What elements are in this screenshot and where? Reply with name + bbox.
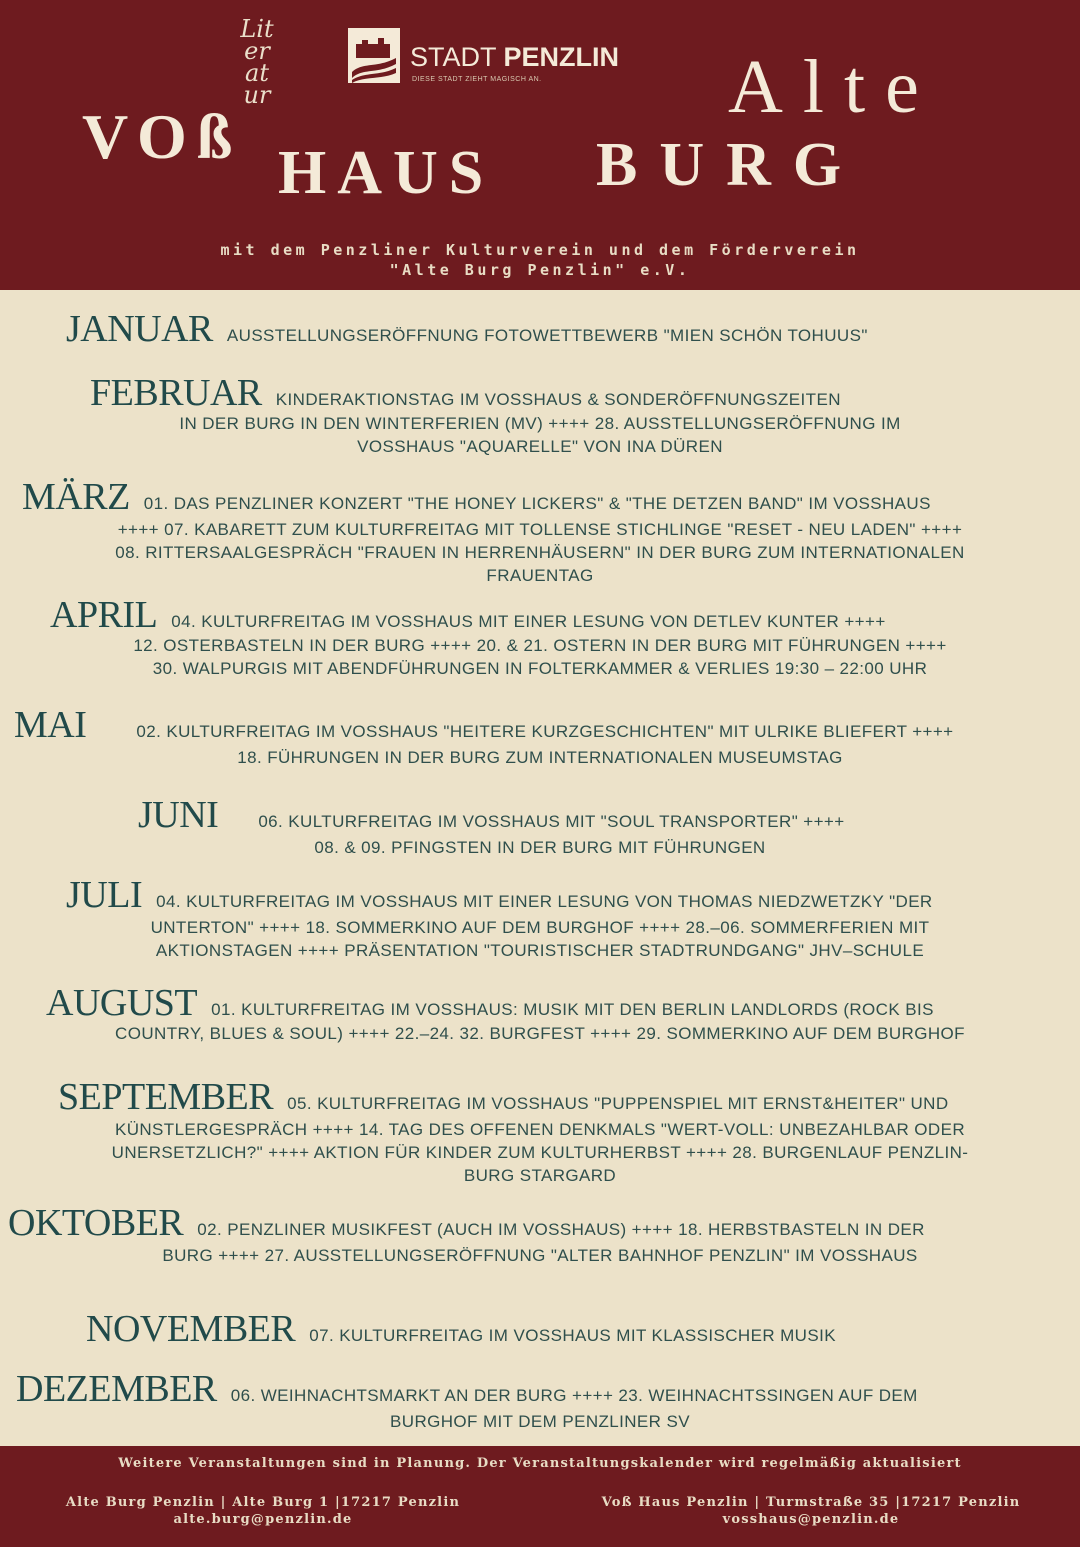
event-text: ++++ 07. KABARETT ZUM KULTURFREITAG MIT TOLLENSE STICHLINGE "RESET - NEU LADEN" ++++ [117, 520, 963, 539]
month-label: SEPTEMBER [58, 1076, 274, 1118]
address-voss-haus: Voß Haus Penzlin | Turmstraße 35 |17217 Penzlin vosshaus@penzlin.de [576, 1494, 1046, 1528]
footer [0, 1446, 1080, 1547]
event-text: 04. KULTURFREITAG IM VOSSHAUS MIT EINER LESUNG VON THOMAS NIEDZWETZKY "DER [156, 892, 933, 911]
month-label: JULI [66, 874, 143, 916]
month-label: MAI [14, 704, 87, 746]
month-label: JANUAR [66, 308, 213, 350]
event-text: VOSSHAUS "AQUARELLE" VON INA DÜREN [357, 437, 723, 456]
event-text: 02. PENZLINER MUSIKFEST (AUCH IM VOSSHAUS) ++++ 18. HERBSTBASTELN IN DER [197, 1220, 925, 1239]
event-text: 06. WEIHNACHTSMARKT AN DER BURG ++++ 23. WEIHNACHTSSINGEN AUF DEM [230, 1386, 918, 1405]
event-text: 01. DAS PENZLINER KONZERT "THE HONEY LICKERS" & "THE DETZEN BAND" IM VOSSHAUS [143, 494, 931, 513]
event-text: BURG ++++ 27. AUSSTELLUNGSERÖFFNUNG "ALTER BAHNHOF PENZLIN" IM VOSSHAUS [162, 1246, 918, 1265]
event-text: AUSSTELLUNGSERÖFFNUNG FOTOWETTBEWERB "MIEN SCHÖN TOHUUS" [226, 326, 868, 345]
email-alte-burg[interactable]: alte.burg@penzlin.de [173, 1512, 353, 1527]
event-text: UNERSETZLICH?" ++++ AKTION FÜR KINDER ZUM KULTURHERBST ++++ 28. BURGENLAUF PENZLIN- [111, 1143, 969, 1162]
event-text: UNTERTON" ++++ 18. SOMMERKINO AUF DEM BURGHOF ++++ 28.–06. SOMMERFERIEN MIT [150, 918, 930, 937]
month-label: NOVEMBER [86, 1308, 296, 1350]
event-text: COUNTRY, BLUES & SOUL) ++++ 22.–24. 32. BURGFEST ++++ 29. SOMMERKINO AUF DEM BURGHOF [115, 1024, 965, 1043]
title-literatur: Literatur [240, 15, 274, 109]
event-text: 05. KULTURFREITAG IM VOSSHAUS "PUPPENSPIEL MIT ERNST&HEITER" UND [287, 1094, 949, 1113]
email-vosshaus[interactable]: vosshaus@penzlin.de [722, 1512, 900, 1527]
title-voss: VOß [82, 101, 243, 172]
event-text: 06. KULTURFREITAG IM VOSSHAUS MIT "SOUL TRANSPORTER" ++++ [258, 812, 845, 831]
event-text: 02. KULTURFREITAG IM VOSSHAUS "HEITERE KURZGESCHICHTEN" MIT ULRIKE BLIEFERT ++++ [136, 722, 954, 741]
month-label: FEBRUAR [90, 372, 262, 414]
header-banner [0, 0, 1080, 290]
month-label: DEZEMBER [16, 1368, 217, 1410]
event-text: KINDERAKTIONSTAG IM VOSSHAUS & SONDERÖFFNUNGSZEITEN [275, 390, 841, 409]
event-text: BURGHOF MIT DEM PENZLINER SV [390, 1412, 690, 1431]
month-label: OKTOBER [8, 1202, 184, 1244]
event-text: KÜNSTLERGESPRÄCH ++++ 14. TAG DES OFFENEN DENKMALS "WERT-VOLL: UNBEZAHLBAR ODER [114, 1120, 966, 1139]
castle-logo-icon [348, 28, 400, 83]
event-text: IN DER BURG IN DEN WINTERFERIEN (MV) ++++ 28. AUSSTELLUNGSERÖFFNUNG IM [179, 414, 901, 433]
event-text: 08. & 09. PFINGSTEN IN DER BURG MIT FÜHRUNGEN [314, 838, 766, 857]
month-label: MÄRZ [22, 476, 130, 518]
event-text: BURG STARGARD [463, 1166, 617, 1185]
event-text: 07. KULTURFREITAG IM VOSSHAUS MIT KLASSISCHER MUSIK [309, 1326, 836, 1345]
title-burg: BURG [596, 131, 864, 199]
event-text: 04. KULTURFREITAG IM VOSSHAUS MIT EINER LESUNG VON DETLEV KUNTER ++++ [171, 612, 886, 631]
stadt-tagline: DIESE STADT ZIEHT MAGISCH AN. [412, 76, 542, 83]
stadt-name: STADT PENZLIN [410, 42, 620, 72]
event-text: AKTIONSTAGEN ++++ PRÄSENTATION "TOURISTISCHER STADTRUNDGANG" JHV–SCHULE [155, 941, 925, 960]
event-text: 18. FÜHRUNGEN IN DER BURG ZUM INTERNATIONALEN MUSEUMSTAG [237, 748, 843, 767]
title-haus: HAUS [278, 139, 495, 207]
stadt-penzlin-logo [348, 28, 638, 88]
event-text: FRAUENTAG [486, 566, 594, 585]
address-alte-burg: Alte Burg Penzlin | Alte Burg 1 |17217 Penzlin alte.burg@penzlin.de [48, 1494, 478, 1528]
footer-note: Weitere Veranstaltungen sind in Planung. Der Veranstaltungskalender wird regelmäßig aktualisiert [118, 1456, 962, 1471]
month-label: JUNI [138, 794, 219, 836]
event-text: 08. RITTERSAALGESPRÄCH "FRAUEN IN HERRENHÄUSERN" IN DER BURG ZUM INTERNATIONALEN [115, 543, 965, 562]
month-label: APRIL [50, 594, 158, 636]
month-label: AUGUST [46, 982, 198, 1024]
event-text: 30. WALPURGIS MIT ABENDFÜHRUNGEN IN FOLTERKAMMER & VERLIES 19:30 – 22:00 UHR [152, 659, 928, 678]
event-text: 12. OSTERBASTELN IN DER BURG ++++ 20. & 21. OSTERN IN DER BURG MIT FÜHRUNGEN ++++ [133, 636, 947, 655]
subtitle: mit dem Penzliner Kulturverein und dem Förderverein "Alte Burg Penzlin" e.V. [220, 241, 860, 279]
event-text: 01. KULTURFREITAG IM VOSSHAUS: MUSIK MIT DEN BERLIN LANDLORDS (ROCK BIS [211, 1000, 934, 1019]
title-alte: Alte [728, 45, 939, 129]
